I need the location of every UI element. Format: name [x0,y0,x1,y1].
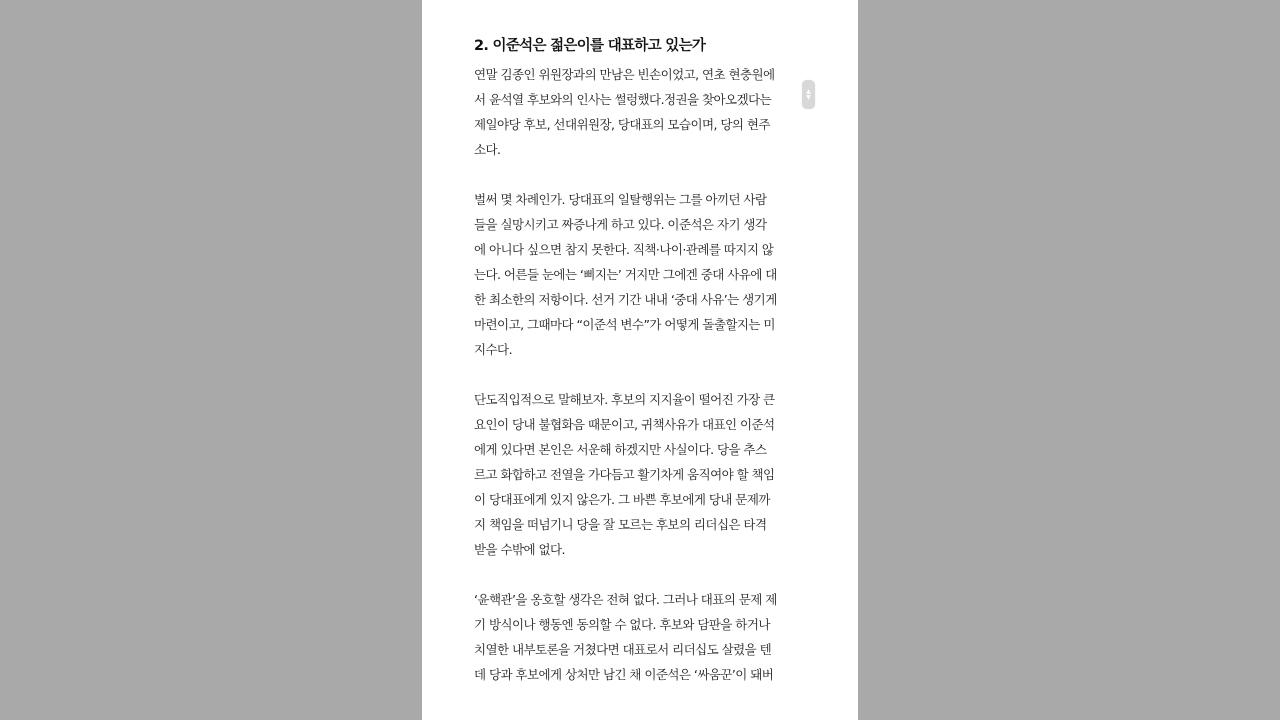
text-line: 데 당과 후보에게 상처만 남긴 채 이준석은 ‘싸움꾼’이 돼버 [474,667,774,682]
text-line: 제일야당 후보, 선대위원장, 당대표의 모습이며, 당의 현주 [474,117,770,132]
text-line: 는다. 어른들 눈에는 ‘삐지는’ 거지만 그에겐 중대 사유에 대 [474,267,777,282]
paragraph-1 [474,62,814,162]
paragraph-3 [474,387,814,562]
chevron-down-icon: ▼ [806,93,811,101]
text-line: 단도직입적으로 말해보자. 후보의 지지율이 떨어진 가장 큰 [474,392,775,407]
paragraph-2 [474,187,814,362]
chevron-up-icon: ▲ [806,87,811,95]
text-line: 르고 화합하고 전열을 가다듬고 활기차게 움직여야 할 책임 [474,467,775,482]
text-line: 지수다. [474,342,512,357]
text-line: ‘윤핵관’을 옹호할 생각은 전혀 없다. 그러나 대표의 문제 제 [474,592,777,607]
text-line: 요인이 당내 불협화음 때문이고, 귀책사유가 대표인 이준석 [474,417,775,432]
section-heading: 2. 이준석은 젊은이를 대표하고 있는가 [474,38,706,54]
text-line: 치열한 내부토론을 거쳤다면 대표로서 리더십도 살렸을 텐 [474,642,772,657]
text-line: 기 방식이나 행동엔 동의할 수 없다. 후보와 담판을 하거나 [474,617,770,632]
text-line: 소다. [474,142,501,157]
text-line: 한 최소한의 저항이다. 선거 기간 내내 ‘중대 사유’는 생기게 [474,292,777,307]
text-line: 서 윤석열 후보와의 인사는 썰렁했다.정권을 찾아오겠다는 [474,92,772,107]
document-page[interactable] [422,0,858,720]
text-line: 들을 실망시키고 짜증나게 하고 있다. 이준석은 자기 생각 [474,217,767,232]
text-line: 마련이고, 그때마다 “이준석 변수”가 어떻게 돌출할지는 미 [474,317,775,332]
scroll-handle[interactable] [802,80,815,109]
text-line: 에 아니다 싶으면 참지 못한다. 직책·나이·관례를 따지지 않 [474,242,774,257]
text-line: 받을 수밖에 없다. [474,542,565,557]
text-line: 에게 있다면 본인은 서운해 하겠지만 사실이다. 당을 추스 [474,442,767,457]
text-line: 이 당대표에게 있지 않은가. 그 바쁜 후보에게 당내 문제까 [474,492,770,507]
text-line: 벌써 몇 차례인가. 당대표의 일탈행위는 그를 아끼던 사람 [474,192,767,207]
text-line: 연말 김종인 위원장과의 만남은 빈손이었고, 연초 현충원에 [474,67,775,82]
text-line: 지 책임을 떠넘기니 당을 잘 모르는 후보의 리더십은 타격 [474,517,767,532]
document-content [474,34,814,712]
paragraph-4 [474,587,814,687]
